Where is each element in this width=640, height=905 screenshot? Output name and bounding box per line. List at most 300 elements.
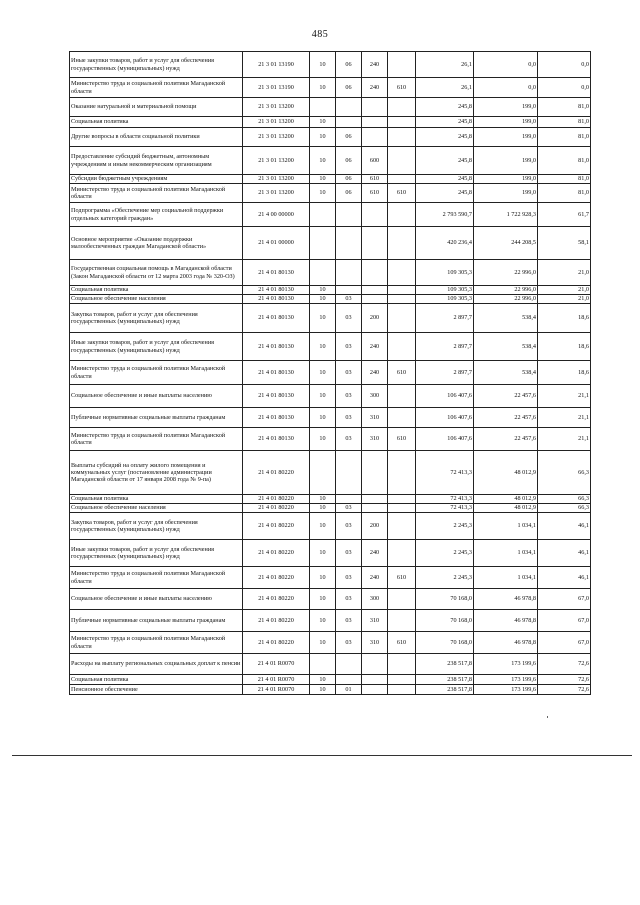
row-name-cell: Основное мероприятие «Оказание поддержки малообеспеченных граждан Магаданской области»	[70, 227, 243, 260]
row-name-cell: Иные закупки товаров, работ и услуг для обеспечения государственных (муниципальных) нужд	[70, 540, 243, 567]
budget-admin-cell: 610	[388, 361, 416, 385]
execution-percent-cell: 18,6	[538, 304, 591, 333]
section-cell: 10	[310, 78, 336, 98]
executed-amount-cell: 48 012,9	[474, 504, 538, 513]
expense-type-cell	[362, 295, 388, 304]
section-cell: 10	[310, 513, 336, 540]
executed-amount-cell: 1 034,1	[474, 513, 538, 540]
expense-type-cell	[362, 128, 388, 147]
expense-type-cell	[362, 685, 388, 695]
target-code-cell: 21 4 01 80220	[243, 451, 310, 495]
executed-amount-cell: 22 996,0	[474, 286, 538, 295]
budget-admin-cell	[388, 128, 416, 147]
section-cell	[310, 451, 336, 495]
table-row	[70, 567, 591, 589]
plan-amount-cell: 2 245,3	[416, 567, 474, 589]
executed-amount-cell: 199,0	[474, 184, 538, 203]
expense-type-cell	[362, 117, 388, 128]
page-number: 485	[311, 29, 329, 40]
executed-amount-cell: 173 199,6	[474, 675, 538, 685]
section-cell: 10	[310, 589, 336, 610]
subsection-cell: 06	[336, 175, 362, 184]
subsection-cell: 06	[336, 184, 362, 203]
section-cell: 10	[310, 52, 336, 78]
executed-amount-cell: 46 978,8	[474, 589, 538, 610]
section-cell: 10	[310, 495, 336, 504]
target-code-cell: 21 4 01 80130	[243, 304, 310, 333]
subsection-cell: 03	[336, 408, 362, 428]
execution-percent-cell: 58,1	[538, 227, 591, 260]
row-name-cell: Министерство труда и социальной политики Магаданской области	[70, 428, 243, 451]
subsection-cell: 06	[336, 128, 362, 147]
execution-percent-cell: 67,0	[538, 589, 591, 610]
row-name-cell: Предоставление субсидий бюджетным, автономным учреждениям и иным некоммерческим организациям	[70, 147, 243, 175]
executed-amount-cell: 173 199,6	[474, 685, 538, 695]
table-row	[70, 513, 591, 540]
execution-percent-cell: 66,3	[538, 504, 591, 513]
row-name-cell: Министерство труда и социальной политики Магаданской области	[70, 78, 243, 98]
expense-type-cell: 200	[362, 513, 388, 540]
section-cell: 10	[310, 675, 336, 685]
subsection-cell: 06	[336, 78, 362, 98]
table-row	[70, 286, 591, 295]
budget-admin-cell	[388, 333, 416, 361]
section-cell: 10	[310, 361, 336, 385]
executed-amount-cell: 48 012,9	[474, 495, 538, 504]
executed-amount-cell: 22 996,0	[474, 260, 538, 286]
subsection-cell	[336, 203, 362, 227]
target-code-cell: 21 4 01 80130	[243, 295, 310, 304]
plan-amount-cell: 245,8	[416, 128, 474, 147]
execution-percent-cell: 81,0	[538, 128, 591, 147]
subsection-cell: 03	[336, 589, 362, 610]
plan-amount-cell: 238 517,8	[416, 685, 474, 695]
subsection-cell: 03	[336, 540, 362, 567]
table-row	[70, 495, 591, 504]
execution-percent-cell: 21,0	[538, 295, 591, 304]
subsection-cell: 06	[336, 147, 362, 175]
row-name-cell: Социальное обеспечение населения	[70, 295, 243, 304]
target-code-cell: 21 3 01 13200	[243, 175, 310, 184]
table-row	[70, 540, 591, 567]
budget-admin-cell	[388, 589, 416, 610]
plan-amount-cell: 245,8	[416, 147, 474, 175]
target-code-cell: 21 4 01 80130	[243, 408, 310, 428]
plan-amount-cell: 245,8	[416, 117, 474, 128]
expense-type-cell: 240	[362, 567, 388, 589]
expense-type-cell: 310	[362, 632, 388, 654]
budget-admin-cell	[388, 451, 416, 495]
target-code-cell: 21 4 00 00000	[243, 203, 310, 227]
budget-admin-cell	[388, 513, 416, 540]
plan-amount-cell: 106 407,6	[416, 428, 474, 451]
plan-amount-cell: 245,8	[416, 184, 474, 203]
expense-type-cell: 310	[362, 428, 388, 451]
subsection-cell: 03	[336, 513, 362, 540]
expense-type-cell: 300	[362, 589, 388, 610]
table-row	[70, 685, 591, 695]
plan-amount-cell: 109 305,3	[416, 295, 474, 304]
plan-amount-cell: 106 407,6	[416, 385, 474, 408]
plan-amount-cell: 245,8	[416, 175, 474, 184]
row-name-cell: Другие вопросы в области социальной политики	[70, 128, 243, 147]
plan-amount-cell: 2 793 590,7	[416, 203, 474, 227]
subsection-cell	[336, 98, 362, 117]
execution-percent-cell: 67,0	[538, 610, 591, 632]
plan-amount-cell: 26,1	[416, 52, 474, 78]
plan-amount-cell: 26,1	[416, 78, 474, 98]
plan-amount-cell: 106 407,6	[416, 408, 474, 428]
target-code-cell: 21 3 01 13200	[243, 98, 310, 117]
budget-admin-cell	[388, 654, 416, 675]
budget-admin-cell	[388, 304, 416, 333]
section-cell: 10	[310, 385, 336, 408]
subsection-cell: 03	[336, 361, 362, 385]
section-cell	[310, 260, 336, 286]
budget-admin-cell	[388, 286, 416, 295]
row-name-cell: Субсидии бюджетным учреждениям	[70, 175, 243, 184]
row-name-cell: Расходы на выплату региональных социальных доплат к пенсии	[70, 654, 243, 675]
target-code-cell: 21 3 01 13200	[243, 184, 310, 203]
target-code-cell: 21 3 01 13200	[243, 128, 310, 147]
expense-type-cell: 300	[362, 385, 388, 408]
plan-amount-cell: 238 517,8	[416, 675, 474, 685]
row-name-cell: Социальное обеспечение и иные выплаты населению	[70, 589, 243, 610]
executed-amount-cell: 48 012,9	[474, 451, 538, 495]
executed-amount-cell: 538,4	[474, 361, 538, 385]
executed-amount-cell: 22 457,6	[474, 408, 538, 428]
budget-table	[69, 51, 591, 695]
table-row	[70, 610, 591, 632]
target-code-cell: 21 4 01 80220	[243, 513, 310, 540]
executed-amount-cell: 199,0	[474, 147, 538, 175]
target-code-cell: 21 3 01 13190	[243, 52, 310, 78]
table-row	[70, 98, 591, 117]
budget-admin-cell	[388, 385, 416, 408]
subsection-cell	[336, 451, 362, 495]
executed-amount-cell: 1 034,1	[474, 540, 538, 567]
expense-type-cell: 610	[362, 175, 388, 184]
plan-amount-cell: 70 168,0	[416, 589, 474, 610]
table-row	[70, 632, 591, 654]
plan-amount-cell: 420 236,4	[416, 227, 474, 260]
executed-amount-cell: 244 208,5	[474, 227, 538, 260]
target-code-cell: 21 3 01 13190	[243, 78, 310, 98]
row-name-cell: Социальное обеспечение и иные выплаты населению	[70, 385, 243, 408]
table-row	[70, 589, 591, 610]
subsection-cell: 03	[336, 333, 362, 361]
executed-amount-cell: 0,0	[474, 78, 538, 98]
subsection-cell: 01	[336, 685, 362, 695]
row-name-cell: Закупка товаров, работ и услуг для обеспечения государственных (муниципальных) нужд	[70, 304, 243, 333]
plan-amount-cell: 72 413,3	[416, 451, 474, 495]
execution-percent-cell: 21,0	[538, 260, 591, 286]
section-cell	[310, 203, 336, 227]
plan-amount-cell: 109 305,3	[416, 286, 474, 295]
executed-amount-cell: 199,0	[474, 128, 538, 147]
plan-amount-cell: 109 305,3	[416, 260, 474, 286]
execution-percent-cell: 66,3	[538, 451, 591, 495]
section-cell: 10	[310, 147, 336, 175]
expense-type-cell	[362, 286, 388, 295]
executed-amount-cell: 538,4	[474, 304, 538, 333]
expense-type-cell	[362, 504, 388, 513]
executed-amount-cell: 22 457,6	[474, 385, 538, 408]
execution-percent-cell: 46,1	[538, 567, 591, 589]
table-row	[70, 184, 591, 203]
row-name-cell: Пенсионное обеспечение	[70, 685, 243, 695]
row-name-cell: Социальная политика	[70, 286, 243, 295]
target-code-cell: 21 4 01 80220	[243, 567, 310, 589]
expense-type-cell	[362, 227, 388, 260]
budget-admin-cell	[388, 675, 416, 685]
subsection-cell	[336, 654, 362, 675]
row-name-cell: Министерство труда и социальной политики Магаданской области	[70, 567, 243, 589]
table-row	[70, 654, 591, 675]
row-name-cell: Министерство труда и социальной политики Магаданской области	[70, 632, 243, 654]
execution-percent-cell: 21,0	[538, 286, 591, 295]
plan-amount-cell: 245,8	[416, 98, 474, 117]
section-cell: 10	[310, 304, 336, 333]
table-row	[70, 675, 591, 685]
target-code-cell: 21 4 01 R0070	[243, 654, 310, 675]
table-row	[70, 128, 591, 147]
table-row	[70, 333, 591, 361]
plan-amount-cell: 2 245,3	[416, 540, 474, 567]
target-code-cell: 21 4 01 R0070	[243, 685, 310, 695]
table-row	[70, 451, 591, 495]
expense-type-cell	[362, 495, 388, 504]
target-code-cell: 21 4 01 80220	[243, 540, 310, 567]
expense-type-cell: 310	[362, 408, 388, 428]
execution-percent-cell: 72,6	[538, 654, 591, 675]
subsection-cell: 03	[336, 610, 362, 632]
section-cell	[310, 227, 336, 260]
section-cell	[310, 654, 336, 675]
row-name-cell: Государственная социальная помощь в Магаданской области (Закон Магаданской области от 12 марта 2003 года № 320-ОЗ)	[70, 260, 243, 286]
subsection-cell	[336, 260, 362, 286]
section-cell: 10	[310, 295, 336, 304]
row-name-cell: Закупка товаров, работ и услуг для обеспечения государственных (муниципальных) нужд	[70, 513, 243, 540]
section-cell: 10	[310, 610, 336, 632]
subsection-cell: 03	[336, 504, 362, 513]
target-code-cell: 21 4 01 80220	[243, 632, 310, 654]
section-cell: 10	[310, 128, 336, 147]
subsection-cell	[336, 117, 362, 128]
executed-amount-cell: 199,0	[474, 117, 538, 128]
table-row	[70, 408, 591, 428]
subsection-cell	[336, 495, 362, 504]
execution-percent-cell: 18,6	[538, 361, 591, 385]
plan-amount-cell: 72 413,3	[416, 504, 474, 513]
table-row	[70, 304, 591, 333]
budget-admin-cell: 610	[388, 78, 416, 98]
row-name-cell: Министерство труда и социальной политики Магаданской области	[70, 361, 243, 385]
executed-amount-cell: 1 034,1	[474, 567, 538, 589]
expense-type-cell	[362, 675, 388, 685]
target-code-cell: 21 4 01 80130	[243, 361, 310, 385]
target-code-cell: 21 4 01 80130	[243, 428, 310, 451]
expense-type-cell: 240	[362, 333, 388, 361]
target-code-cell: 21 3 01 13200	[243, 117, 310, 128]
section-cell: 10	[310, 567, 336, 589]
budget-admin-cell	[388, 540, 416, 567]
execution-percent-cell: 61,7	[538, 203, 591, 227]
plan-amount-cell: 2 897,7	[416, 304, 474, 333]
executed-amount-cell: 538,4	[474, 333, 538, 361]
section-cell: 10	[310, 504, 336, 513]
table-row	[70, 227, 591, 260]
row-name-cell: Иные закупки товаров, работ и услуг для обеспечения государственных (муниципальных) нужд	[70, 333, 243, 361]
execution-percent-cell: 72,6	[538, 685, 591, 695]
target-code-cell: 21 4 01 80130	[243, 385, 310, 408]
target-code-cell: 21 4 01 80220	[243, 589, 310, 610]
expense-type-cell	[362, 98, 388, 117]
executed-amount-cell: 46 978,8	[474, 610, 538, 632]
plan-amount-cell: 238 517,8	[416, 654, 474, 675]
execution-percent-cell: 21,1	[538, 385, 591, 408]
budget-admin-cell: 610	[388, 428, 416, 451]
row-name-cell: Социальная политика	[70, 117, 243, 128]
executed-amount-cell: 1 722 928,3	[474, 203, 538, 227]
budget-admin-cell: 610	[388, 632, 416, 654]
row-name-cell: Социальное обеспечение населения	[70, 504, 243, 513]
table-row	[70, 147, 591, 175]
budget-admin-cell	[388, 408, 416, 428]
table-row	[70, 428, 591, 451]
executed-amount-cell: 22 457,6	[474, 428, 538, 451]
expense-type-cell: 600	[362, 147, 388, 175]
section-cell	[310, 98, 336, 117]
row-name-cell: Оказание натуральной и материальной помощи	[70, 98, 243, 117]
budget-admin-cell	[388, 685, 416, 695]
target-code-cell: 21 4 01 80130	[243, 286, 310, 295]
executed-amount-cell: 199,0	[474, 98, 538, 117]
subsection-cell: 03	[336, 295, 362, 304]
subsection-cell	[336, 286, 362, 295]
execution-percent-cell: 21,1	[538, 428, 591, 451]
section-cell: 10	[310, 333, 336, 361]
execution-percent-cell: 46,1	[538, 540, 591, 567]
section-cell: 10	[310, 175, 336, 184]
plan-amount-cell: 2 897,7	[416, 333, 474, 361]
row-name-cell: Иные закупки товаров, работ и услуг для обеспечения государственных (муниципальных) нужд	[70, 52, 243, 78]
target-code-cell: 21 4 01 R0070	[243, 675, 310, 685]
table-row	[70, 203, 591, 227]
executed-amount-cell: 22 996,0	[474, 295, 538, 304]
table-row	[70, 117, 591, 128]
expense-type-cell: 240	[362, 540, 388, 567]
row-name-cell: Министерство труда и социальной политики Магаданской области	[70, 184, 243, 203]
subsection-cell: 06	[336, 52, 362, 78]
execution-percent-cell: 67,0	[538, 632, 591, 654]
execution-percent-cell: 81,0	[538, 117, 591, 128]
table-row	[70, 260, 591, 286]
expense-type-cell: 310	[362, 610, 388, 632]
execution-percent-cell: 18,6	[538, 333, 591, 361]
budget-admin-cell	[388, 260, 416, 286]
execution-percent-cell: 81,0	[538, 98, 591, 117]
budget-admin-cell	[388, 610, 416, 632]
executed-amount-cell: 46 978,8	[474, 632, 538, 654]
target-code-cell: 21 4 01 00000	[243, 227, 310, 260]
table-row	[70, 385, 591, 408]
row-name-cell: Выплаты субсидий на оплату жилого помещения и коммунальных услуг (постановление администрации Магаданской области от 17 января 2008 года № 9-па)	[70, 451, 243, 495]
budget-admin-cell: 610	[388, 567, 416, 589]
execution-percent-cell: 72,6	[538, 675, 591, 685]
subsection-cell: 03	[336, 304, 362, 333]
section-cell: 10	[310, 632, 336, 654]
expense-type-cell	[362, 203, 388, 227]
row-name-cell: Социальная политика	[70, 675, 243, 685]
row-name-cell: Публичные нормативные социальные выплаты гражданам	[70, 610, 243, 632]
budget-admin-cell	[388, 227, 416, 260]
budget-admin-cell	[388, 117, 416, 128]
expense-type-cell	[362, 654, 388, 675]
section-cell: 10	[310, 184, 336, 203]
plan-amount-cell: 2 897,7	[416, 361, 474, 385]
subsection-cell: 03	[336, 632, 362, 654]
execution-percent-cell: 81,0	[538, 147, 591, 175]
target-code-cell: 21 4 01 80220	[243, 504, 310, 513]
subsection-cell: 03	[336, 567, 362, 589]
execution-percent-cell: 81,0	[538, 175, 591, 184]
execution-percent-cell: 0,0	[538, 78, 591, 98]
budget-admin-cell	[388, 147, 416, 175]
budget-admin-cell	[388, 295, 416, 304]
expense-type-cell: 610	[362, 184, 388, 203]
execution-percent-cell: 46,1	[538, 513, 591, 540]
subsection-cell: 03	[336, 428, 362, 451]
plan-amount-cell: 2 245,3	[416, 513, 474, 540]
table-row	[70, 295, 591, 304]
budget-admin-cell	[388, 52, 416, 78]
table-row	[70, 78, 591, 98]
expense-type-cell	[362, 260, 388, 286]
table-row	[70, 175, 591, 184]
subsection-cell	[336, 227, 362, 260]
budget-admin-cell: 610	[388, 184, 416, 203]
plan-amount-cell: 70 168,0	[416, 632, 474, 654]
expense-type-cell	[362, 451, 388, 495]
execution-percent-cell: 66,3	[538, 495, 591, 504]
execution-percent-cell: 0,0	[538, 52, 591, 78]
executed-amount-cell: 199,0	[474, 175, 538, 184]
executed-amount-cell: 0,0	[474, 52, 538, 78]
page-footer-divider	[12, 755, 632, 756]
expense-type-cell: 240	[362, 361, 388, 385]
expense-type-cell: 240	[362, 52, 388, 78]
executed-amount-cell: 173 199,6	[474, 654, 538, 675]
budget-admin-cell	[388, 504, 416, 513]
section-cell: 10	[310, 540, 336, 567]
budget-admin-cell	[388, 495, 416, 504]
target-code-cell: 21 4 01 80220	[243, 495, 310, 504]
budget-admin-cell	[388, 175, 416, 184]
execution-percent-cell: 81,0	[538, 184, 591, 203]
section-cell: 10	[310, 408, 336, 428]
budget-admin-cell	[388, 98, 416, 117]
target-code-cell: 21 4 01 80130	[243, 333, 310, 361]
plan-amount-cell: 72 413,3	[416, 495, 474, 504]
budget-admin-cell	[388, 203, 416, 227]
section-cell: 10	[310, 428, 336, 451]
target-code-cell: 21 4 01 80220	[243, 610, 310, 632]
table-row	[70, 504, 591, 513]
expense-type-cell: 200	[362, 304, 388, 333]
row-name-cell: Подпрограмма «Обеспечение мер социальной поддержки отдельных категорий граждан»	[70, 203, 243, 227]
table-row	[70, 361, 591, 385]
